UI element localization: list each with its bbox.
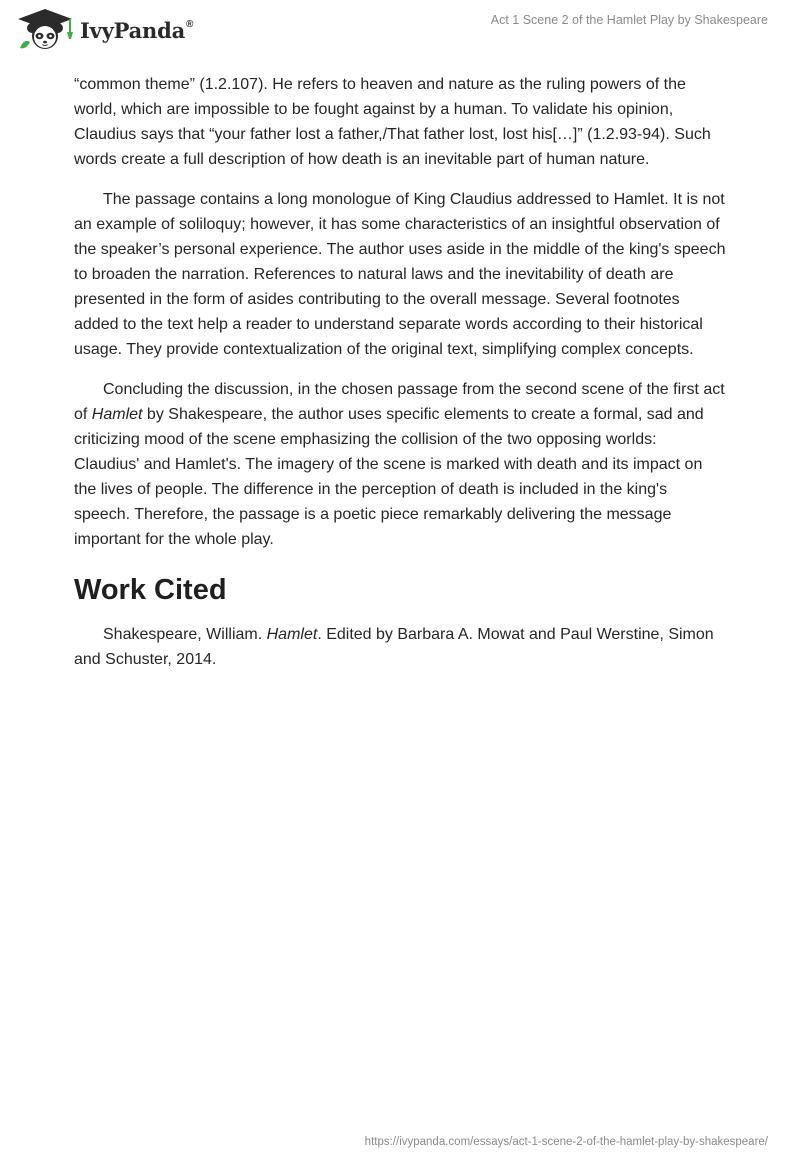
paragraph-3-text-end: by Shakespeare, the author uses specific elements to create a formal, sad and criticizing mood of the scene emphasizing the collision of the two opposing worlds: Claudius' and Hamlet's. The imagery of the scene is marked with death and its impact on the lives of people. The difference in the perception of death is included in the king's speech. Therefore, the passage is a poetic piece remarkably delivering the message important for the whole play. (74, 406, 704, 548)
document-title: Act 1 Scene 2 of the Hamlet Play by Shakespeare (490, 13, 768, 27)
body-paragraph-1: “common theme” (1.2.107). He refers to heaven and nature as the ruling powers of the world, which are impossible to be fought against by a human. To validate his opinion, Claudius says that “your father lost a father,/That father lost, lost his[…]” (1.2.93-94). Such words create a full description of how death is an inevitable part of human nature. (74, 76, 711, 168)
works-cited-heading: Work Cited (74, 574, 227, 606)
ivypanda-logo[interactable] (14, 8, 193, 52)
panda-graduate-icon (14, 8, 76, 52)
citation-details: . Edited by Barbara A. Mowat and Paul Werstine, Simon and Schuster, 2014. (74, 626, 714, 668)
citation-author: Shakespeare, William. (103, 626, 267, 643)
page-header (0, 0, 800, 66)
body-paragraph-2: The passage contains a long monologue of King Claudius addressed to Hamlet. It is not an example of soliloquy; however, it has some characteristics of an insightful observation of the speaker’s personal experience. The author uses aside in the middle of the king's speech to broaden the narration. References to natural laws and the inevitability of death are presented in the form of asides contributing to the overall message. Several footnotes added to the text help a reader to understand separate words according to their historical usage. They provide contextualization of the original text, simplifying complex concepts. (74, 191, 726, 358)
paragraph-3-text-start: Concluding the discussion, in the chosen passage from the second scene of the first act of (74, 381, 725, 423)
hamlet-title-italic: Hamlet (91, 406, 143, 423)
body-paragraph-3 (74, 377, 726, 552)
essay-content (74, 72, 726, 687)
citation-entry (74, 622, 726, 672)
citation-title-italic: Hamlet (266, 626, 318, 643)
registered-mark: ® (186, 18, 194, 30)
source-url-link[interactable]: https://ivypanda.com/essays/act-1-scene-2-of-the-hamlet-play-by-shakespeare/ (364, 1136, 768, 1148)
brand-name: IvyPanda® (80, 17, 194, 43)
